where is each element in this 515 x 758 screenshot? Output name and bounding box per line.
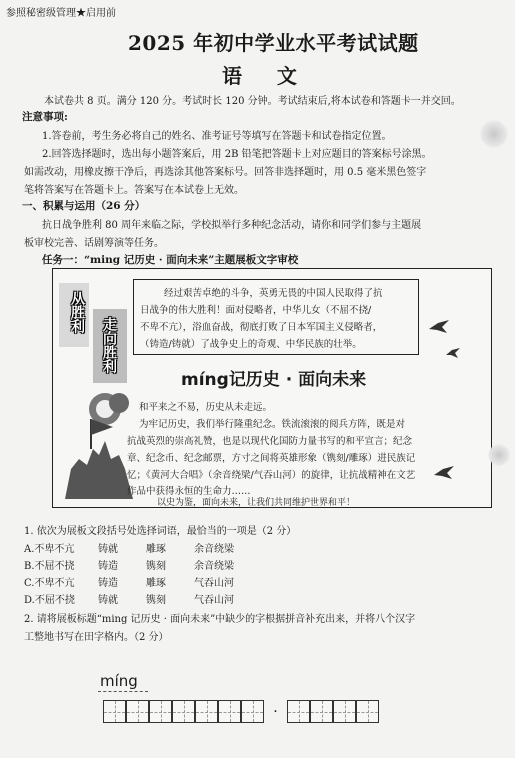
option-word: 雕琢	[146, 544, 166, 555]
body-line-5: 忆；《黄河大合唱》（余音绕梁/气吞山河）的旋律，让抗战精神在文艺	[127, 470, 416, 481]
option-word: 不屈不挠	[34, 595, 75, 606]
victory-graphic	[53, 269, 138, 507]
body-line-3: 抗战英烈的崇高礼赞，也是以现代化国防力量书写的和平宣言；纪念	[127, 436, 413, 447]
box-line-2: 日战争的伟大胜利！面对侵略者，中华儿女（不屈不挠/	[140, 305, 372, 316]
title-dot: ·	[273, 703, 278, 720]
subject-title: 语 文	[222, 64, 297, 88]
task-title: 任务一：“ming 记历史 · 面向未来”主题展板文字审校	[42, 254, 299, 266]
section-heading: 一、积累与运用（26 分）	[22, 200, 146, 212]
answer-cell-5[interactable]	[195, 700, 218, 723]
dove-icon	[428, 319, 450, 335]
option-word: 镌刻	[146, 595, 166, 606]
option-word: 不屈不挠	[34, 561, 75, 572]
pinyin-line	[98, 691, 148, 692]
scan-smudge	[488, 444, 510, 466]
option-word: 铸就	[98, 595, 118, 606]
q1-option-d	[24, 591, 75, 606]
body-line-2: 为牢记历史，我们举行隆重纪念。铁流滚滚的阅兵方阵，既是对	[139, 419, 406, 430]
option-label: B.	[24, 561, 35, 572]
option-word: 气吞山河	[194, 595, 234, 606]
tianzige-grid	[103, 700, 379, 723]
secrecy-label: 参照秘密级管理★启用前	[6, 8, 116, 19]
answer-cell-1[interactable]	[103, 700, 126, 723]
q1-option-c	[24, 574, 74, 589]
body-line-7: 以史为鉴，面向未来，让我们共同维护世界和平！	[157, 498, 356, 508]
poster-title-rest: 记历史 · 面向未来	[228, 370, 367, 390]
poster-board	[52, 268, 492, 508]
exam-title: 2025 年初中学业水平考试试题	[128, 31, 419, 55]
option-word: 雕琢	[146, 578, 166, 589]
option-word: 镌刻	[146, 561, 166, 572]
dove-small-icon	[445, 347, 461, 359]
answer-cell-7[interactable]	[241, 700, 264, 723]
answer-cell-3[interactable]	[149, 700, 172, 723]
pinyin-hint: míng	[100, 672, 138, 690]
notice-item-2: 2.回答选择题时，选出每小题答案后，用 2B 铅笔把答题卡上对应题目的答案标号涂黑。	[42, 149, 432, 160]
option-word: 余音绕梁	[194, 561, 234, 572]
answer-cell-11[interactable]	[356, 700, 379, 723]
option-word: 铸就	[98, 544, 118, 555]
q2-stem: 2. 请将展板标题“ming 记历史 · 面向未来”中缺少的字根据拼音补充出来，并将八个汉字	[24, 614, 416, 625]
banner-left: 从胜利	[69, 291, 85, 333]
notice-heading: 注意事项:	[22, 111, 68, 123]
body-line-4: 章、纪念币、纪念邮票，方寸之间将英雄形象（镌刻/雕琢）进民族记	[127, 453, 416, 464]
notice-item-2-cont: 如需改动，用橡皮擦干净后，再选涂其他答案标号。回答非选择题时，用 0.5 毫米黑色签字	[24, 167, 427, 178]
section-para-1: 抗日战争胜利 80 周年来临之际，学校拟举行多种纪念活动，请你和同学们参与主题展	[42, 220, 422, 231]
section-para-2: 板审校完善、话剧筹演等任务。	[24, 238, 164, 249]
notice-item-2-end: 笔将答案写在答题卡上。答案写在本试卷上无效。	[24, 185, 244, 196]
q1-stem: 1. 依次为展板文段括号处选择词语，最恰当的一项是（2 分）	[24, 526, 297, 537]
box-line-1: 经过艰苦卓绝的斗争，英勇无畏的中国人民取得了抗	[164, 288, 383, 299]
answer-cell-9[interactable]	[310, 700, 333, 723]
answer-cell-8[interactable]	[287, 700, 310, 723]
answer-cell-2[interactable]	[126, 700, 149, 723]
option-word: 气吞山河	[194, 578, 234, 589]
body-line-6: 作品中获得永恒的生命力……	[127, 486, 251, 497]
dove-bottom-icon	[433, 465, 455, 481]
intro-text-box	[133, 279, 419, 355]
banner-right: 走向胜利	[101, 317, 117, 373]
body-line-1: 和平来之不易，历史从未走远。	[139, 402, 273, 413]
intro-line: 本试卷共 8 页。满分 120 分。考试时长 120 分钟。考试结束后,将本试卷和答题卡一并交回。	[44, 96, 461, 107]
answer-cell-10[interactable]	[333, 700, 356, 723]
option-word: 不卑不亢	[34, 578, 75, 589]
option-word: 余音绕梁	[194, 544, 234, 555]
option-label: C.	[24, 578, 35, 589]
option-word: 不卑不亢	[34, 544, 75, 555]
box-line-3: 不卑不亢），浴血奋战，彻底打败了日本军国主义侵略者，	[140, 322, 383, 333]
q1-option-b	[24, 557, 75, 572]
scan-smudge	[480, 120, 508, 148]
option-word: 铸造	[98, 578, 118, 589]
poster-title-ming: míng	[181, 370, 229, 390]
option-label: D.	[24, 595, 35, 606]
answer-cell-6[interactable]	[218, 700, 241, 723]
notice-item-1: 1.答卷前，考生务必将自己的姓名、准考证号等填写在答题卡和试卷指定位置。	[42, 131, 392, 142]
q2-stem-cont: 工整地书写在田字格内。（2 分）	[24, 632, 169, 643]
option-label: A.	[24, 544, 35, 555]
q1-option-a	[24, 540, 74, 555]
poster-title	[181, 365, 366, 390]
answer-cell-4[interactable]	[172, 700, 195, 723]
option-word: 铸造	[98, 561, 118, 572]
box-line-4: （铸造/铸就）了战争史上的奇观、中华民族的壮举。	[140, 339, 362, 350]
